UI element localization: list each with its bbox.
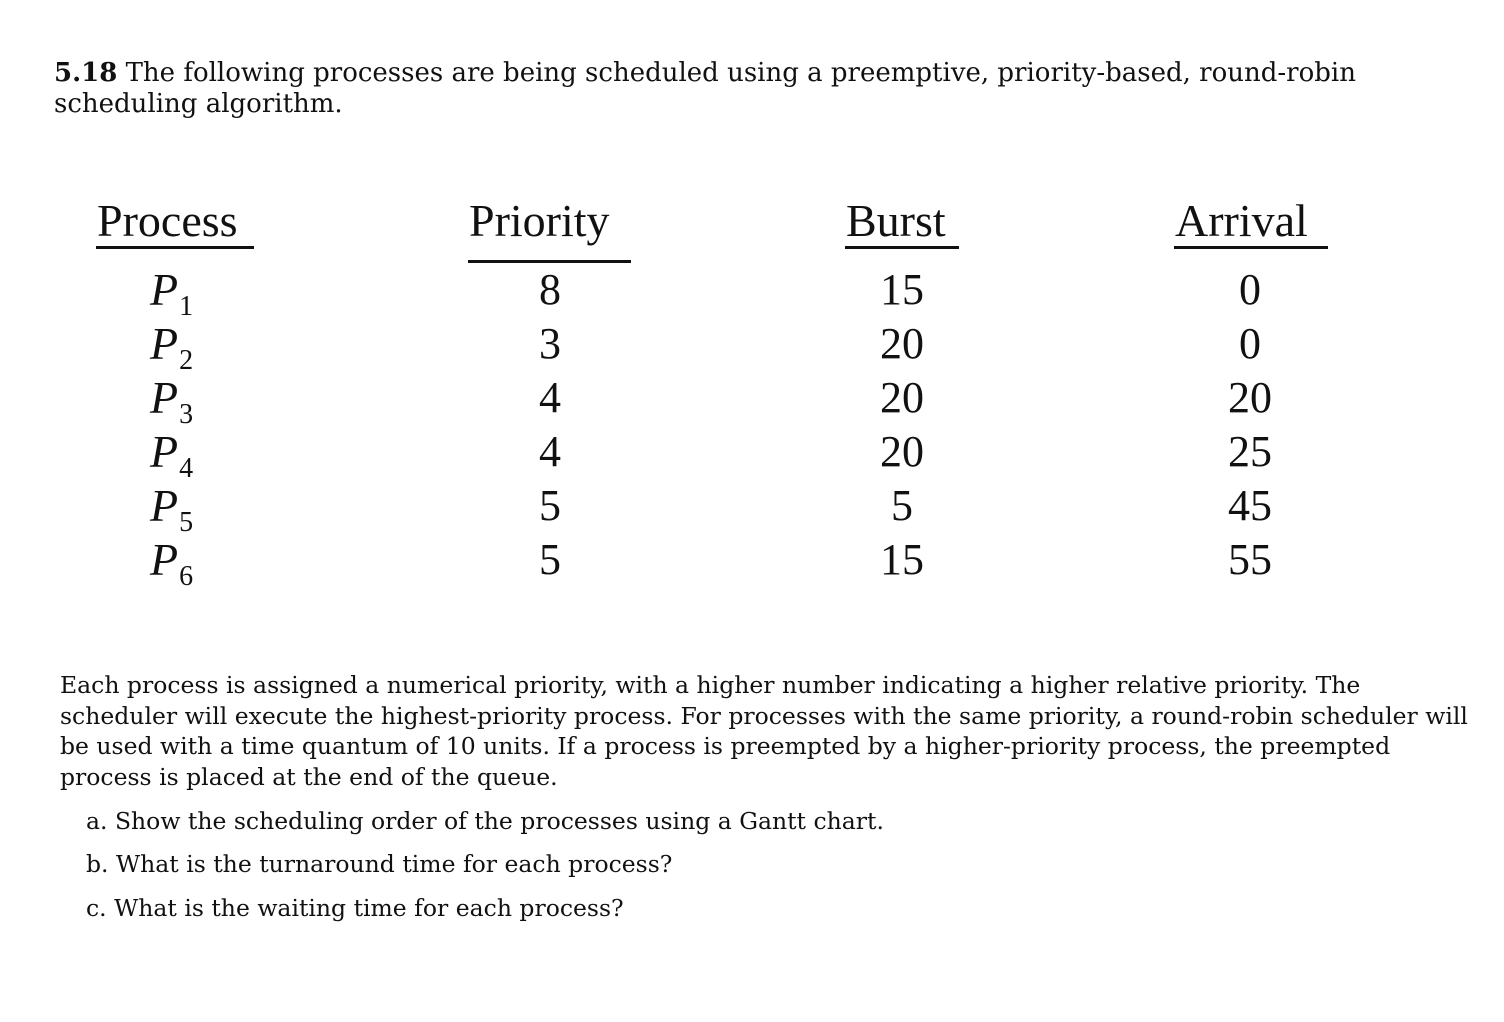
burst-value: 5	[891, 481, 913, 530]
process-label: $P_1$	[150, 264, 194, 322]
header-process-underline	[96, 246, 254, 249]
header-arrival: Arrival	[1175, 195, 1308, 246]
process-label: $P_5$	[150, 480, 194, 538]
problem-intro: The following processes are being scheduled using a preemptive, priority-based, round-robin scheduling algorithm.	[54, 58, 1356, 119]
priority-value: 3	[539, 319, 561, 368]
arrival-value: 0	[1239, 265, 1261, 314]
burst-value: 15	[880, 535, 924, 584]
burst-value: 15	[880, 265, 924, 314]
header-process: Process	[97, 195, 238, 246]
header-priority: Priority	[469, 195, 610, 246]
arrival-value: 0	[1239, 319, 1261, 368]
priority-value: 8	[539, 265, 561, 314]
process-label: $P_4$	[150, 426, 194, 484]
burst-value: 20	[880, 427, 924, 476]
header-arrival-underline	[1174, 246, 1328, 249]
description-paragraph: Each process is assigned a numerical priority, with a higher number indicating a higher relative priority. The scheduler will execute the highest-priority process. For processes with the same priority, a round-robin scheduler will be used with a time quantum of 10 units. If a process is preempted by a higher-priority process, the preempted process is placed at the end of the queue.	[60, 671, 1468, 791]
process-label: $P_6$	[150, 534, 194, 592]
problem-number: 5.18	[54, 58, 118, 88]
burst-value: 20	[880, 319, 924, 368]
question-b: b. What is the turnaround time for each process?	[86, 850, 673, 878]
arrival-value: 45	[1228, 481, 1272, 530]
question-c: c. What is the waiting time for each process?	[86, 894, 624, 922]
header-burst: Burst	[846, 195, 946, 246]
header-burst-underline	[845, 246, 959, 249]
question-a: a. Show the scheduling order of the processes using a Gantt chart.	[86, 807, 884, 835]
priority-value: 5	[539, 535, 561, 584]
arrival-value: 25	[1228, 427, 1272, 476]
priority-value: 4	[539, 427, 561, 476]
arrival-value: 20	[1228, 373, 1272, 422]
priority-value: 5	[539, 481, 561, 530]
problem-statement	[54, 58, 1454, 120]
burst-value: 20	[880, 373, 924, 422]
process-label: $P_3$	[150, 372, 194, 430]
process-label: $P_2$	[150, 318, 194, 376]
priority-value: 4	[539, 373, 561, 422]
arrival-value: 55	[1228, 535, 1272, 584]
